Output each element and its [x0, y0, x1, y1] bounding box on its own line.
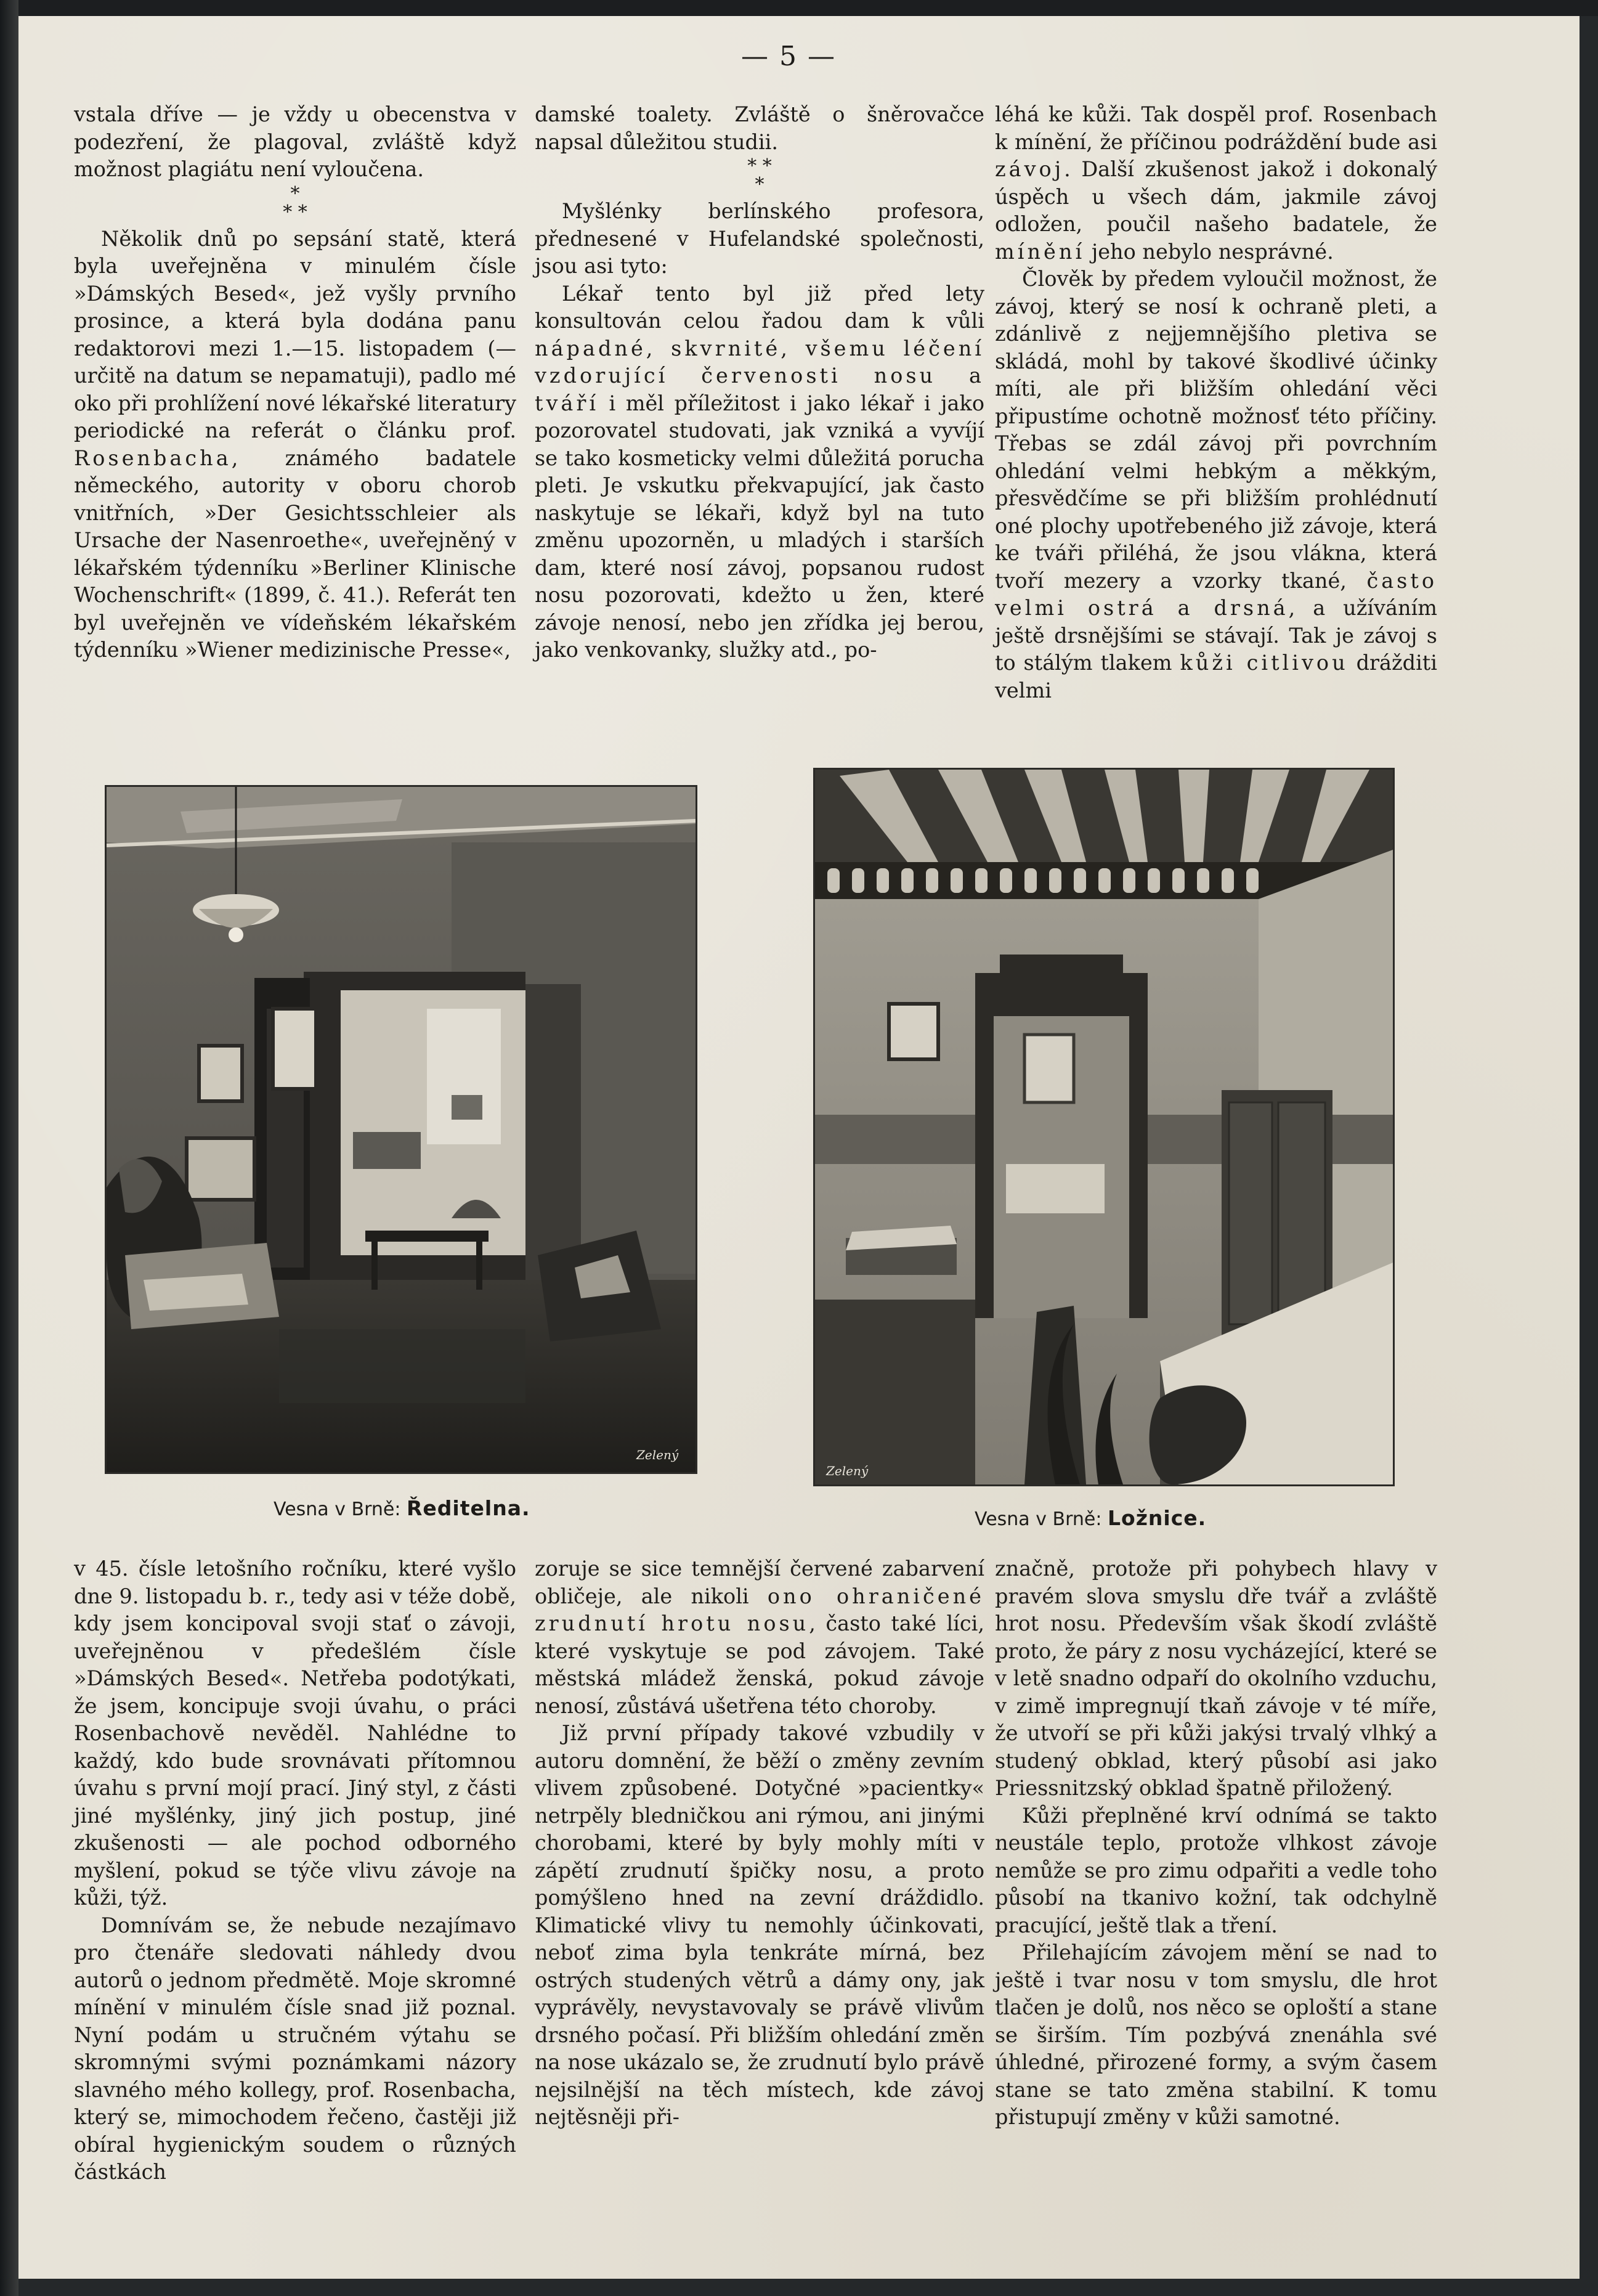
paragraph: Přilehajícím závojem mění se nad to ještě i tvar nosu v tom smyslu, dle hrot tlačen je dolů, nos něco se oploští a stane se širším. Tím pozbývá znenáhla své úhledné, přirozené formy, a svým časem stane se tato změna stabilní. K tomu přistupují změny v kůži samotné.: [995, 1940, 1437, 2129]
paragraph: léhá ke kůži. Tak dospěl prof. Rosenbach k mínění, že příčinou podráždění bude asi závoj. Další zkušenost jakož i dokonalý úspěch u všech dám, jakmile závoj odložen, poučil našeho badatele, že mínění jeho nebylo nesprávné.: [995, 102, 1437, 264]
paragraph: v 45. čísle letošního ročníku, které vyšlo dne 9. listopadu b. r., tedy asi v téže době, kdy jsem koncipoval svoji stať o závoji, uveřejněnou v předešlém čísle »Dámských Besed«. Netřeba podotýkati, že jsem, koncipuje svoji úvahu, o práci Rosenbachově nevěděl. Nahlédne to každý, kdo bude srovnávati přítomnou úvahu s první mojí prací. Jiný styl, z části jiné myšlénky, jiný jich postup, jiné zkušenosti — ale pochod odborného myšlení, pokud se týče vlivu závoje na kůži, týž.: [74, 1557, 516, 1910]
emphasized-text: nápadné, skvrnité, všemu léčení vzdorující červenosti nosu a tváří: [535, 336, 984, 415]
bedroom-illustration: [815, 770, 1393, 1484]
paragraph: Několik dnů po sepsání statě, která byla uveřejněna v minulém čísle »Dámských Besed«, jež vyšly prvního prosince, a která byla dodána panu redaktorovi mezi 1.—15. listopadem (— určitě na datum se nepamatuji), padlo mé oko při prohlížení nové lékařské literatury periodické na referát o článku prof. Rosenbacha, známého badatele německého, autority v oboru chorob vnitřních, »Der Gesichtsschleier als Ursache der Nasenroethe«, uveřejněný v lékařském týdenníku »Berliner Klinische Wochenschrift« (1899, č. 41.). Referát ten byl uveřejněn ve vídeňském lékařském týdenníku »Wiener medizinische Presse«,: [74, 226, 516, 662]
magazine-page: [18, 16, 1580, 2279]
section-divider-stars: * * *: [747, 155, 772, 195]
scan-border-left: [0, 0, 18, 2296]
paragraph: Myšlénky berlínského profesora, přednesené v Hufelandské společnosti, jsou asi tyto:: [535, 199, 984, 278]
paragraph: vstala dříve — je vždy u obecenstva v podezření, že plagoval, zvláště když možnost plagiátu není vyloučena.: [74, 102, 516, 181]
paragraph: damské toalety. Zvláště o šněrovačce napsal důležitou studii.: [535, 102, 984, 154]
page-number: — 5 —: [741, 41, 836, 72]
photo-office: [105, 785, 697, 1474]
paragraph: Domnívám se, že nebude nezajímavo pro čtenáře sledovati náhledy dvou autorů o jednom předmětě. Moje skromné mínění v minulém čísle snad již poznal. Nyní podám u stručném výtahu se skromnými svými poznámkami názory slavného mého kollegy, prof. Rosenbacha, který se, mimochodem řečeno, častěji již obíral hygienickým soudem o různých částkách: [74, 1913, 516, 2184]
bottom-column-1: [74, 1555, 516, 2186]
paragraph: Již první případy takové vzbudily v autoru domnění, že běží o změny zevním vlivem způsobené. Dotyčné »pacientky« netrpěly bledničkou ani rýmou, ani jinými chorobami, které by byly mohly míti v zápětí zrudnutí špičky nosu, a proto pomýšleno hned na zevní dráždidlo. Klimatické vlivy tu nemohly účinkovati, neboť zima byla tenkráte mírná, bez ostrých studených větrů a dámy ony, jak vyprávěly, nevystavovaly se právě vlivům drsného počasí. Při bližším ohledání změn na nose ukázalo se, že zrudnutí bylo právě nejsilnější na těch místech, kde závoj nejtěsněji při-: [535, 1721, 984, 2129]
emphasized-text: závoj: [995, 157, 1065, 181]
paragraph: Člověk by předem vyloučil možnost, že závoj, který se nosí k ochraně pleti, a zdánlivě z nejjemnějšího pletiva se skládá, mohl by takové škodlivé účinky míti, ale při bližším ohledání věci připustíme ochotně možnosť této příčiny. Třebas se zdál závoj při povrchním ohledání velmi hebkým a měkkým, přesvědčíme se při bližším prohlédnutí oné plochy upotřebeného již závoje, která ke tváři přiléhá, že jsou vlákna, která tvoří mezery a vzorky tkané, často velmi ostrá a drsná, a užíváním ještě drsnějšími se stávají. Tak je závoj s to stálým tlakem kůži citlivou drážditi velmi: [995, 267, 1438, 702]
paragraph: zoruje se sice temnější červené zabarvení obličeje, ale nikoli ono ohraničené zrudnutí hrotu nosu, často také líci, které vyskytuje se pod závojem. Také městská mládež ženská, pokud závoje nenosí, zůstává ušetřena této choroby.: [535, 1557, 984, 1718]
emphasized-text: mínění: [995, 239, 1085, 264]
paragraph: značně, protože při pohybech hlavy v pravém slova smyslu dře tvář a zvláště hrot nosu. Především však škodí zvláště proto, že páry z nosu vycházející, které se v letě snadno odpaří do okolního vzduchu, v zimě impregnují tkaň závoje v té míře, že utvoří se při kůži jakýsi trvalý vlhký a studený obklad, který působí asi jako Priessnitzský obklad špatně přiložený.: [995, 1557, 1437, 1800]
emphasized-text: kůži citlivou: [1180, 651, 1349, 675]
photo-bedroom: [813, 768, 1395, 1486]
top-column-1: [74, 101, 516, 664]
top-column-2: [535, 101, 984, 664]
scan-border-top: [0, 0, 1598, 16]
paragraph: Kůži přeplněné krví odnímá se takto neustále teplo, protože vlhkost závoje nemůže se pro zimu odpařiti a vedle toho působí na tkanivo kožní, tak odchylně pracující, ještě tlak a tření.: [995, 1803, 1437, 1937]
photo-caption-bedroom: Vesna v Brně: Ložnice.: [975, 1506, 1207, 1530]
bottom-column-2: [535, 1555, 984, 2131]
photo-caption-office: Vesna v Brně: Ředitelna.: [274, 1496, 530, 1520]
top-column-3: [995, 101, 1437, 704]
bottom-column-3: [995, 1555, 1437, 2131]
emphasized-name: Rosenbacha: [74, 446, 232, 470]
office-illustration: [107, 787, 696, 1472]
section-divider-stars: * * *: [283, 182, 307, 223]
photographer-signature: Zelený: [636, 1447, 679, 1462]
emphasized-text: ono ohraničené zrudnutí hrotu nosu: [535, 1584, 984, 1635]
emphasized-text: často velmi ostrá a drsná: [995, 568, 1437, 620]
paragraph: Lékař tento byl již před lety konsultován celou řadou dam k vůli nápadné, skvrnité, všemu léčení vzdorující červenosti nosu a tváří i měl příležitost i jako lékař i jako pozorovatel studovati, jak vzniká a vyvíjí se tako kosmeticky velmi důležitá porucha pleti. Je vskutku překvapující, jak často naskytuje se lékaři, když byl na tuto změnu upozorněn, u mladých i starších dam, které nosí závoj, popsanou rudost nosu pozorovati, kdežto u žen, které závoje nenosí, nebo jen zřídka jej berou, jako venkovanky, služky atd., po-: [535, 281, 984, 662]
photographer-signature: Zelený: [826, 1463, 869, 1478]
